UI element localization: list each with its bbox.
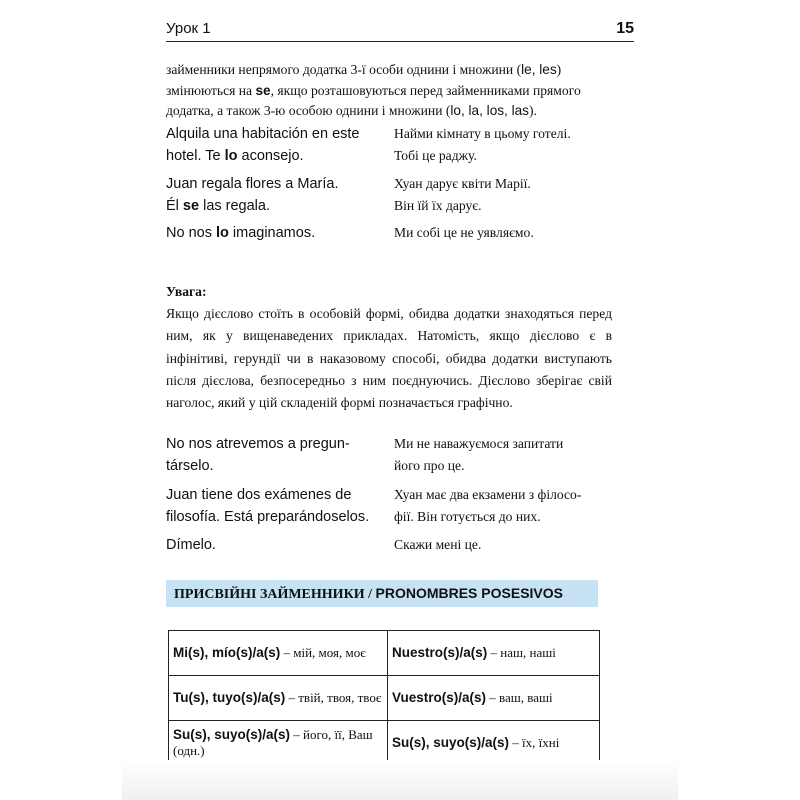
possessives-table [168,630,600,766]
page-bottom-shade [122,760,678,800]
ukrainian-translation [394,484,612,528]
lesson-label: Урок 1 [166,20,211,37]
spanish-text: No nos atrevemos a pregun- [166,436,350,452]
spanish-text: hotel. Te [166,148,225,164]
spanish-bold: lo [224,148,238,164]
table-cell [388,631,600,676]
ukrainian-text: фії. Він готується до них. [394,509,541,524]
spanish-text: Juan tiene dos exámenes de [166,487,352,503]
pronoun-term: Tu(s), tuyo(s)/a(s) [173,690,286,705]
intro-latin: lo, la, los, las [450,103,529,118]
spanish-bold: lo [215,225,229,241]
ukrainian-text: Скажи мені це. [394,537,482,552]
ukrainian-translation [394,433,612,477]
intro-paragraph [166,60,612,122]
pronoun-term: Nuestro(s)/a(s) [392,645,488,660]
spanish-text: No nos [166,225,216,241]
spanish-text: Juan regala flores a María. [166,176,339,192]
note-title: Увага: [166,284,207,299]
spanish-example [166,484,396,528]
intro-bold: se [255,82,271,98]
spanish-example [166,534,376,556]
ukrainian-text: Хуан дарує квіти Марії. [394,176,531,191]
intro-text: , якщо розташовуються перед займенниками прямого [270,82,581,98]
spanish-text: Dímelo. [166,537,216,553]
ukrainian-text: його про це. [394,458,465,473]
intro-text: займенники непрямого додатка 3-ї особи однини і множини ( [166,62,522,77]
note-block [166,281,612,414]
header-rule [166,41,634,42]
spanish-text: imaginamos. [228,225,316,241]
table-row [169,631,600,676]
spanish-text: las regala. [199,198,270,214]
pronoun-gloss: – ваш, ваші [486,690,553,705]
pronoun-gloss: – твій, твоя, твоє [285,690,382,705]
table-cell [169,631,388,676]
spanish-text: Él [166,198,183,214]
spanish-example [166,123,376,167]
page-header [166,20,634,42]
ukrainian-translation [394,123,612,167]
intro-text: ) [556,62,562,77]
spanish-example [166,433,376,477]
pronoun-gloss: – його, її, Ваш (одн.) [173,727,373,758]
pronoun-term: Su(s), suyo(s)/a(s) [392,735,510,750]
section-heading [166,580,598,607]
book-page [122,0,678,800]
ukrainian-translation [394,222,612,244]
table-row [169,676,600,721]
spanish-example [166,222,376,244]
table-cell [388,676,600,721]
ukrainian-text: Ми не наважуємося запитати [394,436,564,451]
section-title-spanish: PRONOMBRES POSESIVOS [375,585,563,601]
pronoun-gloss: – їх, їхні [509,735,560,750]
intro-latin: le, les [521,62,557,77]
pronoun-gloss: – наш, наші [487,645,556,660]
table-cell [169,676,388,721]
pronoun-term: Vuestro(s)/a(s) [392,690,487,705]
ukrainian-text: Ми собі це не уявляємо. [394,225,534,240]
intro-text: змінюються на [166,82,256,98]
intro-text: додатка, а також 3-ю особою однини і множини ( [166,103,451,118]
spanish-text: aconsejo. [237,148,304,164]
note-text: Якщо дієслово стоїть в особовій формі, обидва додатки знаходяться перед ним, як у вищенаведених прикладах. Натомість, якщо дієслово є в інфінітиві, герундії чи в наказовому способі, обидва додатки виступають після дієслова, безпосередньо з ним поєднуючись. Дієслово зберігає свій наголос, який у цій складеній формі позначається графічно. [166,306,612,411]
spanish-bold: se [182,198,200,214]
pronoun-term: Su(s), suyo(s)/a(s) [173,727,291,742]
spanish-text: Alquila una habitación en este [166,126,360,142]
pronoun-term: Mi(s), mío(s)/a(s) [173,645,281,660]
intro-text: ). [528,103,537,118]
page-number: 15 [616,20,634,37]
ukrainian-translation [394,534,612,556]
section-title-ukrainian: ПРИСВІЙНІ ЗАЙМЕННИКИ / [174,587,376,602]
ukrainian-text: Тобі це раджу. [394,148,477,163]
ukrainian-text: Хуан має два екзамени з філосо- [394,487,582,502]
table-row [169,721,600,766]
pronoun-gloss: – мій, моя, моє [280,645,366,660]
table-cell [388,721,600,766]
ukrainian-text: Найми кімнату в цьому готелі. [394,126,571,141]
ukrainian-translation [394,173,612,217]
spanish-text: filosofía. Está preparándoselos. [166,509,370,525]
spanish-text: társelo. [166,458,214,474]
ukrainian-text: Він їй їх дарує. [394,198,482,213]
table-cell [169,721,388,766]
spanish-example [166,173,376,217]
